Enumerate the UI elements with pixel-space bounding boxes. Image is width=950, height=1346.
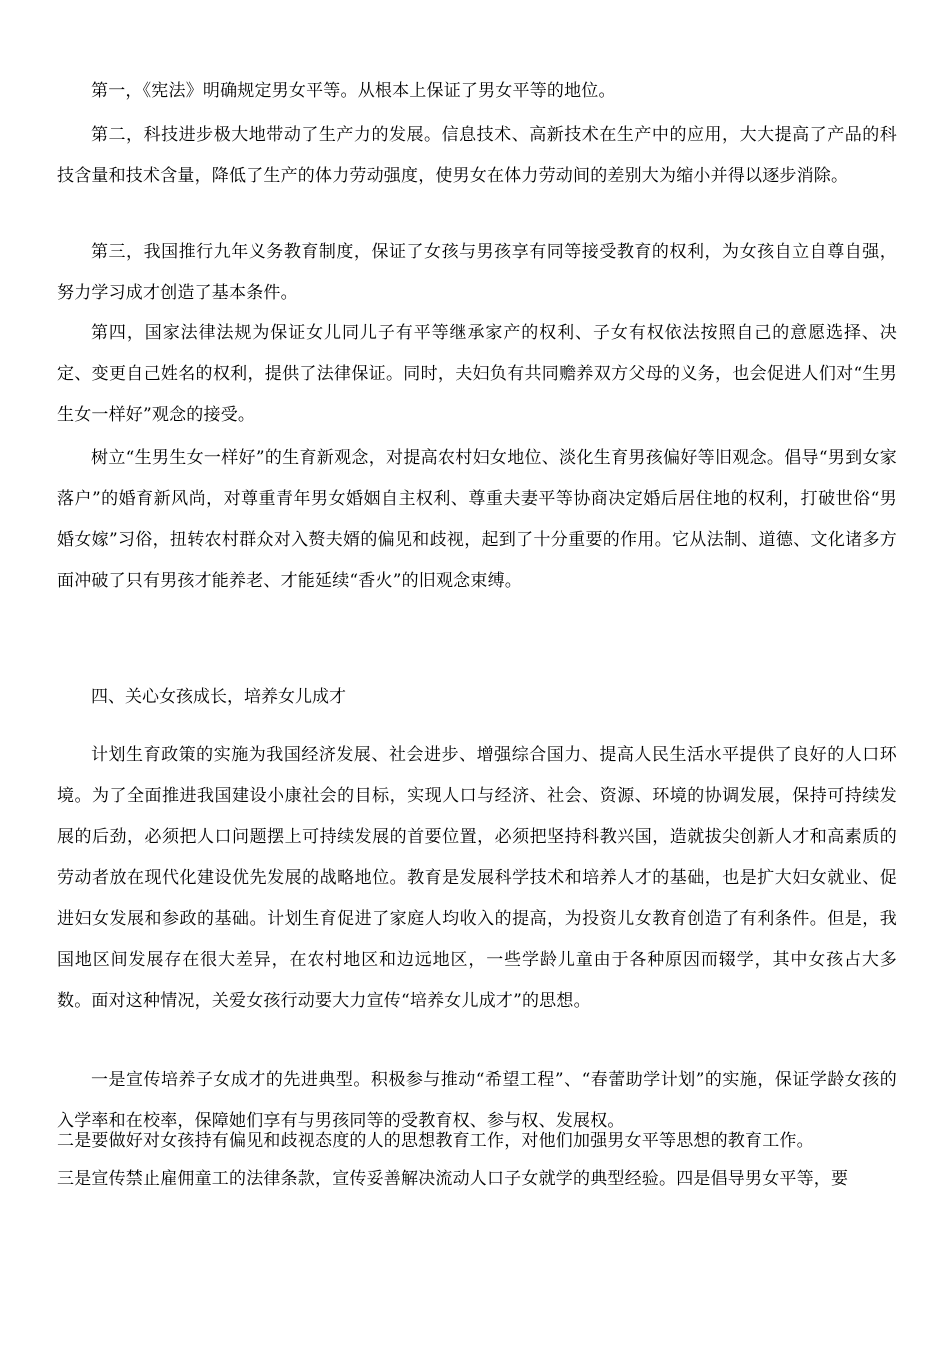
paragraph-first-constitution: 第一，《宪法》明确规定男女平等。从根本上保证了男女平等的地位。 xyxy=(91,81,616,101)
paragraph-new-concept: 树立“生男生女一样好”的生育新观念，对提高农村妇女地位、淡化生育男孩偏好等旧观念。倡导“男到女家落户”的婚育新风尚，对尊重青年男女婚姻自主权利、尊重夫妻平等协商决定婚后居住地的权利，打破世俗“男婚女嫁”习俗，扭转农村群众对入赘夫婿的偏见和歧视，起到了十分重要的作用。它从法制、道德、文化诸多方面冲破了只有男孩才能养老、才能延续“香火”的旧观念束缚。 xyxy=(57,448,897,591)
paragraph-fourth-law: 第四，国家法律法规为保证女儿同儿子有平等继承家产的权利、子女有权依法按照自己的意愿选择、决定、变更自己姓名的权利，提供了法律保证。同时，夫妇负有共同赡养双方父母的义务，也会促进人们对“生男生女一样好”观念的接受。 xyxy=(57,323,897,425)
paragraph-point-one: 一是宣传培养子女成才的先进典型。积极参与推动“希望工程”、“春蕾助学计划”的实施，保证学龄女孩的入学率和在校率，保障她们享有与男孩同等的受教育权、参与权、发展权。 xyxy=(57,1070,897,1131)
paragraph-third-education: 第三，我国推行九年义务教育制度，保证了女孩与男孩享有同等接受教育的权利，为女孩自立自尊自强，努力学习成才创造了基本条件。 xyxy=(57,242,897,303)
paragraph-second-technology: 第二，科技进步极大地带动了生产力的发展。信息技术、高新技术在生产中的应用，大大提高了产品的科技含量和技术含量，降低了生产的体力劳动强度，使男女在体力劳动间的差别大为缩小并得以逐步消除。 xyxy=(57,125,897,186)
paragraph-point-three: 三是宣传禁止雇佣童工的法律条款，宣传妥善解决流动人口子女就学的典型经验。四是倡导男女平等，要 xyxy=(57,1169,849,1189)
paragraph-family-planning: 计划生育政策的实施为我国经济发展、社会进步、增强综合国力、提高人民生活水平提供了良好的人口环境。为了全面推进我国建设小康社会的目标，实现人口与经济、社会、资源、环境的协调发展，保持可持续发展的后劲，必须把人口问题摆上可持续发展的首要位置，必须把坚持科教兴国，造就拔尖创新人才和高素质的劳动者放在现代化建设优先发展的战略地位。教育是发展科学技术和培养人才的基础，也是扩大妇女就业、促进妇女发展和参政的基础。计划生育促进了家庭人均收入的提高，为投资儿女教育创造了有利条件。但是，我国地区间发展存在很大差异，在农村地区和边远地区，一些学龄儿童由于各种原因而辍学，其中女孩占大多数。面对这种情况，关爱女孩行动要大力宣传“培养女儿成才”的思想。 xyxy=(57,745,897,1011)
paragraph-point-two: 二是要做好对女孩持有偏见和歧视态度的人的思想教育工作，对他们加强男女平等思想的教育工作。 xyxy=(57,1131,814,1151)
section-heading: 四、关心女孩成长，培养女儿成才 xyxy=(91,687,346,707)
